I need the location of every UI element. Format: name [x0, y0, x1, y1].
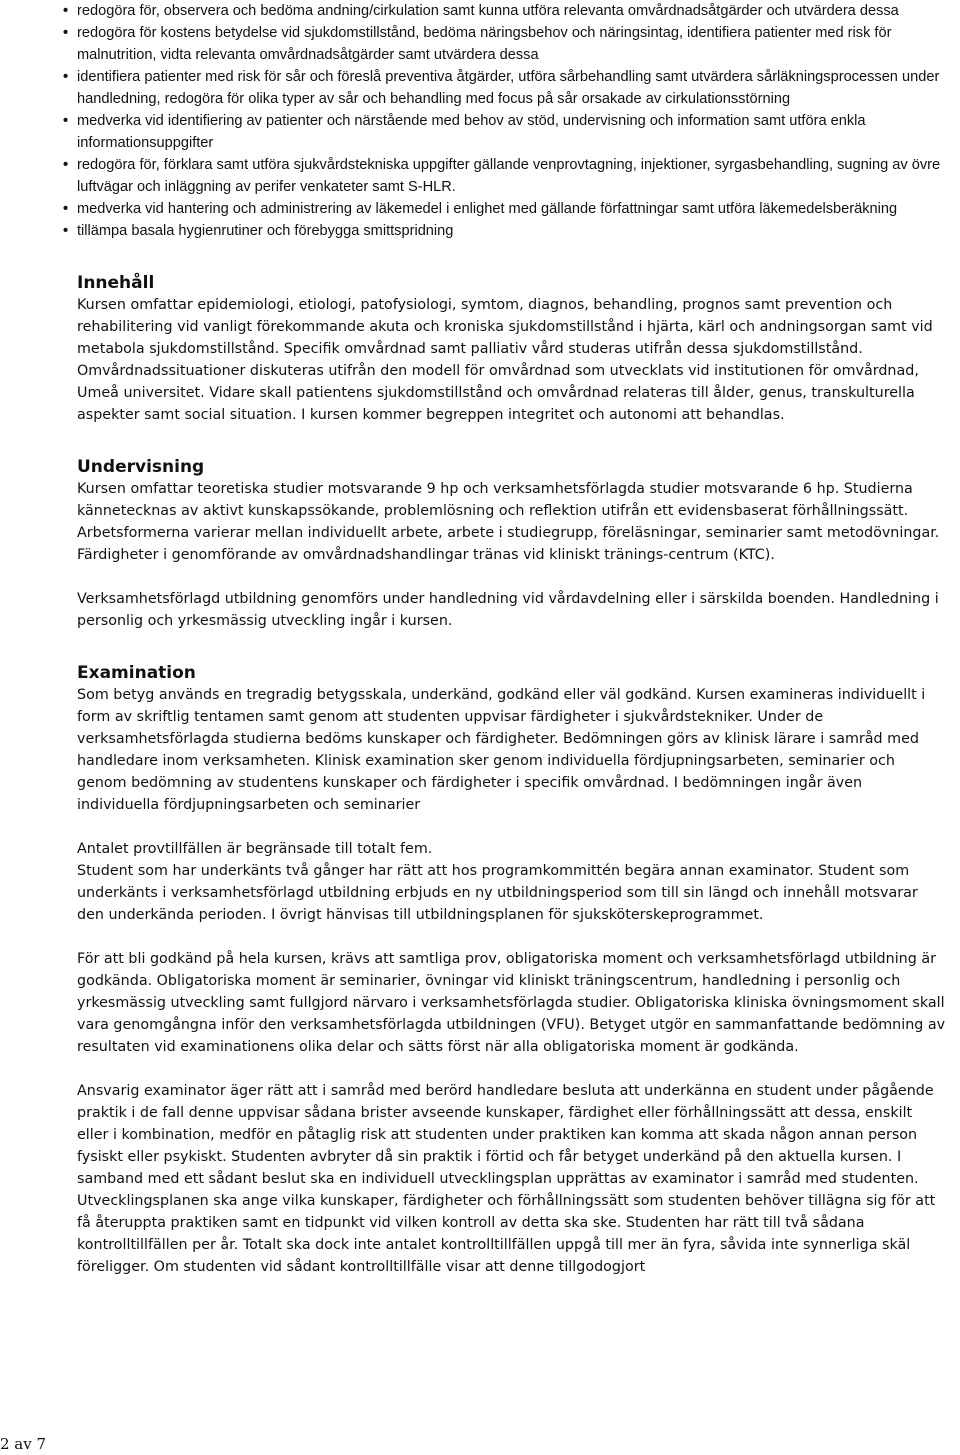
list-item: • medverka vid hantering och administrering av läkemedel i enlighet med gällande författningar samt utföra läkemedelsberäkning: [77, 198, 947, 220]
document-body: [77, 0, 947, 1278]
page-number: 2 av 7: [0, 1435, 47, 1453]
examination-paragraph-3: För att bli godkänd på hela kursen, krävs att samtliga prov, obligatoriska moment och verksamhetsförlagd utbildning är godkända. Obligatoriska moment är seminarier, övningar vid kliniskt träningscentrum, handledning i personlig och yrkesmässig utveckling samt fullgjord närvaro i verksamhetsförlagda studier. Obligatoriska kliniska övningsmoment skall vara genomgångna inför den verksamhetsförlagda utbildningen (VFU). Betyget utgör en sammanfattande bedömning av resultaten vid examinationens olika delar och sätts först när alla obligatoriska moment är godkända.: [77, 951, 946, 1055]
examination-paragraph-2a: Antalet provtillfällen är begränsade till totalt fem.: [77, 841, 433, 857]
objectives-list: [77, 0, 947, 242]
list-item: • medverka vid identifiering av patienter och närstående med behov av stöd, undervisning och information samt utföra enkla informationsuppgifter: [77, 110, 947, 154]
section-heading-undervisning: Undervisning: [77, 457, 205, 477]
section-heading-innehall: Innehåll: [77, 273, 155, 293]
examination-paragraph-2b: Student som har underkänts två gånger har rätt att hos programkommittén begära annan examinator. Student som underkänts i verksamhetsförlagd utbildning erbjuds en ny utbildningsperiod som till sin längd och innehåll motsvarar den underkända perioden. I övrigt hänvisas till utbildningsplanen för sjuksköterskeprogrammet.: [77, 863, 918, 923]
list-item: • redogöra för, observera och bedöma andning/cirkulation samt kunna utföra relevanta omvårdnadsåtgärder och utvärdera dessa: [77, 0, 947, 22]
list-item: • identifiera patienter med risk för sår och föreslå preventiva åtgärder, utföra sårbehandling samt utvärdera sårläkningsprocessen under handledning, redogöra för olika typer av sår och behandling med focus på sår orsakade av cirkulationsstörning: [77, 66, 947, 110]
undervisning-paragraph-1: Kursen omfattar teoretiska studier motsvarande 9 hp och verksamhetsförlagda studier motsvarande 6 hp. Studierna kännetecknas av aktivt kunskapssökande, problemlösning och reflektion utifrån ett evidensbaserat förhållningssätt. Arbetsformerna varierar mellan individuellt arbete, arbete i studiegrupp, föreläsningar, seminarier samt metodövningar. Färdigheter i genomförande av omvårdnadshandlingar tränas vid kliniskt tränings-centrum (KTC).: [77, 481, 940, 563]
list-item: • redogöra för kostens betydelse vid sjukdomstillstånd, bedöma näringsbehov och näringsintag, identifiera patienter med risk för malnutrition, vidta relevanta omvårdnadsåtgärder samt utvärdera dessa: [77, 22, 947, 66]
section-heading-examination: Examination: [77, 663, 196, 683]
innehall-text: Kursen omfattar epidemiologi, etiologi, patofysiologi, symtom, diagnos, behandling, prognos samt prevention och rehabilitering vid vanligt förekommande akuta och kroniska sjukdomstillstånd i hjärta, kärl och andningsorgan samt vid metabola sjukdomstillstånd. Specifik omvårdnad samt palliativ vård studeras utifrån dessa sjukdomstillstånd. Omvårdnadssituationer diskuteras utifrån den modell för omvårdnad som utvecklats vid institutionen för omvårdnad, Umeå universitet. Vidare skall patientens sjukdomstillstånd och omvårdnad relateras till ålder, genus, transkulturella aspekter samt social situation. I kursen kommer begreppen integritet och autonomi att behandlas.: [77, 297, 933, 423]
examination-paragraph-4: Ansvarig examinator äger rätt att i samråd med berörd handledare besluta att underkänna en student under pågående praktik i de fall denne uppvisar sådana brister avseende kunskaper, färdighet eller förhållningssätt att dessa, enskilt eller i kombination, medför en påtaglig risk att studenten under praktiken kan komma att skada någon annan person fysiskt eller psykiskt. Studenten avbryter då sin praktik i förtid och får betyget underkänd på den aktuella kursen. I samband med ett sådant beslut ska en individuell utvecklingsplan upprättas av examinator i samråd med studenten. Utvecklingsplanen ska ange vilka kunskaper, färdigheter och förhållningssätt som studenten behöver tillägna sig för att få återuppta praktiken samt en tidpunkt vid vilken kontroll av detta ska ske. Studenten har rätt till två sådana kontrolltillfällen per år. Totalt ska dock inte antalet kontrolltillfällen uppgå till mer än fyra, såvida inte synnerliga skäl föreligger. Om studenten vid sådant kontrolltillfälle visar att denne tillgodogjort: [77, 1083, 936, 1275]
examination-paragraph-1: Som betyg används en tregradig betygsskala, underkänd, godkänd eller väl godkänd. Kursen examineras individuellt i form av skriftlig tentamen samt genom att studenten uppvisar färdigheter i sjukvårdstekniker. Under de verksamhetsförlagda studierna bedöms kunskaper och färdigheter. Bedömningen görs av klinisk lärare i samråd med handledare inom verksamheten. Klinisk examination sker genom individuella fördjupningsarbeten, seminarier och genom bedömning av studentens kunskaper och färdigheter i specifik omvårdnad. I bedömningen ingår även individuella fördjupningsarbeten och seminarier: [77, 687, 926, 813]
list-item: • redogöra för, förklara samt utföra sjukvårdstekniska uppgifter gällande venprovtagning, injektioner, syrgasbehandling, sugning av övre luftvägar och inläggning av perifer venkateter samt S-HLR.: [77, 154, 947, 198]
list-item: • tillämpa basala hygienrutiner och förebygga smittspridning: [77, 220, 947, 242]
undervisning-paragraph-2: Verksamhetsförlagd utbildning genomförs under handledning vid vårdavdelning eller i särskilda boenden. Handledning i personlig och yrkesmässig utveckling ingår i kursen.: [77, 591, 939, 629]
